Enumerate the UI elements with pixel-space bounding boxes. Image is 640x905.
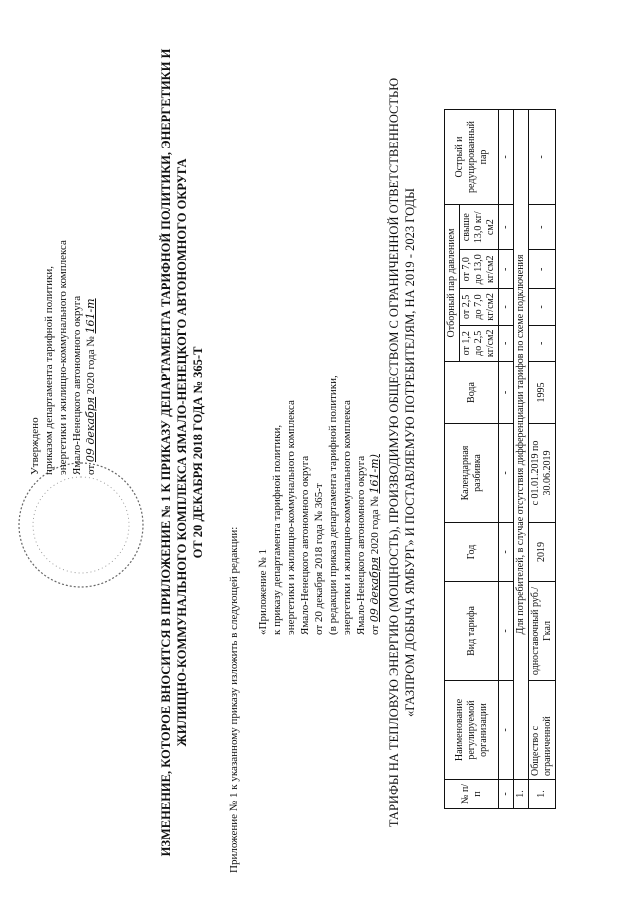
header-org: Наименование регулируемой организации [445,681,499,780]
header-period: Календарная разбивка [445,424,499,523]
annex-heading: «Приложение № 1 к приказу департамента тарифной политики, энергетики и жилищно-коммунального комплекса Ямало-Ненецкого автономного округа от 20 декабря 2018 года № 365-т (в редакции приказа департамента тарифной политики, энергетики и жилищно-коммунального комплекса Ямало-Ненецкого автономного округа от 09 декабря 2020 года № 161-т) [256,235,382,635]
header-sharp-steam: Острый и редуцированный пар [445,110,499,205]
approval-line: Ямало-Ненецкого автономного округа [71,295,83,475]
header-steam: Отборный пар давлением [445,205,460,362]
table-row: - - - - - - - - - - - [499,110,514,809]
header-water: Вода [445,362,499,424]
header-steam-2: от 2,5 до 7,0 кг/см2 [460,289,499,325]
table-header-row [445,110,460,809]
intro-text: Приложение № 1 к указанному приказу изложить в следующей редакции: [228,526,240,873]
header-steam-4: свыше 13,0 кг/см2 [460,205,499,250]
approval-date: от 09 декабря 2020 года № 161-т [84,298,97,475]
approval-line: приказом департамента тарифной политики, [43,266,55,475]
approval-line: Утверждено [29,417,41,475]
annex-date: от 09 декабря 2020 года № 161-т) [368,454,381,635]
document-title: ИЗМЕНЕНИЕ, КОТОРОЕ ВНОСИТСЯ В ПРИЛОЖЕНИЕ № 1 К ПРИКАЗУ ДЕПАРТАМЕНТА ТАРИФНОЙ ПОЛИТИКИ, ЭНЕРГЕТИКИ И ЖИЛИЩНО-КОММУНАЛЬНОГО КОМПЛЕКСА ЯМАЛО-НЕНЕЦКОГО АВТОНОМНОГО ОКРУГА ОТ 20 ДЕКАБРЯ 2018 ГОДА № 365-Т [159,48,205,857]
handwritten-date: 09 декабря [84,396,97,463]
header-steam-3: от 7,0 до 13,0 кг/см2 [460,250,499,289]
handwritten-number: 161-т [84,298,97,334]
header-year: Год [445,523,499,582]
header-num: № п/п [445,780,499,809]
table-section-row: 1. Для потребителей, в случае отсутствия дифференциации тарифов по схеме подключения [514,110,529,809]
approval-line: энергетики и жилищно-коммунального комплекса [57,240,69,475]
header-type: Вид тарифа [445,582,499,681]
tariff-table-title: ТАРИФЫ НА ТЕПЛОВУЮ ЭНЕРГИЮ (МОЩНОСТЬ), ПРОИЗВОДИМУЮ ОБЩЕСТВОМ С ОГРАНИЧЕННОЙ ОТВЕТСТВЕННОСТЬЮ «ГАЗПРОМ ДОБЫЧА ЯМБУРГ» И ПОСТАВЛЯЕМУЮ ПОТРЕБИТЕЛЯМ, НА 2019 - 2023 ГОДЫ [387,77,417,828]
handwritten-date: 09 декабря [368,556,381,623]
tariff-table [444,109,556,809]
handwritten-number: 161-т) [368,454,381,494]
section-label: Для потребителей, в случае отсутствия дифференциации тарифов по схеме подключения [514,110,529,780]
approval-stamp [28,45,98,475]
table-row: 1. Общество с ограниченной одноставочный руб./Гкал 2019 с 01.01.2019 по 30.06.2019 1995 - - - - - [529,110,556,809]
header-steam-1: от 1,2 до 2,5 кг/см2 [460,325,499,361]
